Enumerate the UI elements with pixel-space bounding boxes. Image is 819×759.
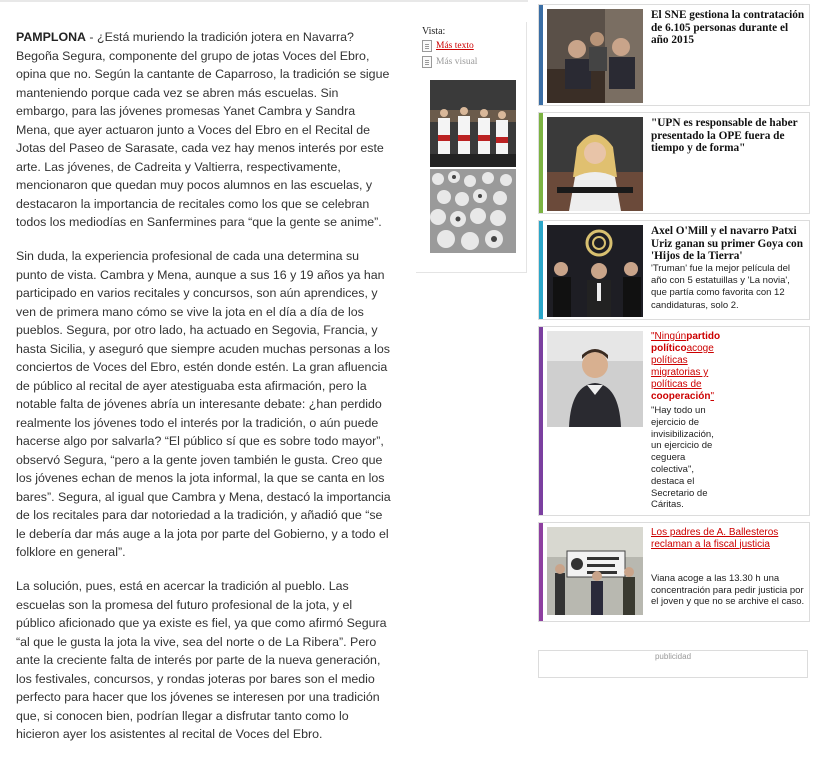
view-option-visual[interactable]: Más visual [422,56,477,68]
article-paragraph: La solución, pues, está en acercar la tradición al pueblo. Las escuelas son la promesa del futuro profesional de la jota, y el público aficionado que ya existe es fiel, ya que como afirmó Segura “al que le gusta la jota la vive, sea del norte o de La Ribera”. Pero ante la creciente falta de interés por parte de la nueva generación, los festivales, concursos, y rondas joteras por bares son el medio perfecto para hacer que los jóvenes se interesen por una tradición que, si conocen bien, podrían llegar a disfrutar tanto como lo hicieron ayer los asistentes al recital de Voces del Ebro. [16,579,387,741]
news-card[interactable] [538,112,810,214]
card-accent [539,327,543,515]
news-summary: 'Truman' fue la mejor película del año con 5 estatuillas y 'La novia', que partía como favorita con 12 candidaturas, solo 2. [651,263,790,311]
article-paragraph: PAMPLONA - ¿Está muriendo la tradición jotera en Navarra? Begoña Segura, componente del grupo de jotas Voces del Ebro, opina que no. Según la cantante de Caparroso, la tradición se sigue manteniendo porque cada vez se abren más escuelas. Sin embargo, para las jóvenes promesas Yanet Cambra y Sandra Mena, que ayer actuaron junto a Voces del Ebro en el Recital de Jotas del Paseo de Sarasate, cada vez hay menos interés por este arte. Las jóvenes, de Cadreita y Valtierra, respectivamente, mencionaron que quedan muy pocos alumnos en las escuelas, y destacaron la importancia de recitales como los que se celebran todos los mediodías en Sanfermines para “que la gente se anime”. [16,30,390,229]
news-headline[interactable]: "UPN es responsable de haber presentado la OPE fuera de tiempo y de forma" [651,117,798,154]
news-thumbnail[interactable] [547,331,643,427]
news-thumbnail[interactable] [547,527,643,615]
news-headline[interactable]: El SNE gestiona la contratación de 6.105 personas durante el año 2015 [651,9,805,46]
card-accent [539,113,543,213]
top-divider [0,0,528,2]
ad-label: publicidad [654,652,692,661]
news-headline[interactable]: Axel O'Mill y el navarro Patxi Uriz ganan su primer Goya con 'Hijos de la Tierra' [651,225,803,262]
article-photo-singers[interactable] [430,80,516,167]
news-headline[interactable]: "Ningúnpartido políticoacoge políticas migratorias y políticas de cooperación" [651,331,721,402]
news-thumbnail[interactable] [547,225,643,317]
news-card[interactable] [538,326,810,516]
document-icon [422,40,432,52]
ad-slot[interactable] [538,650,808,678]
news-thumbnail[interactable] [547,117,643,211]
news-thumbnail[interactable] [547,9,643,103]
card-accent [539,221,543,319]
news-card[interactable] [538,522,810,622]
news-card[interactable] [538,220,810,320]
news-card[interactable] [538,4,810,106]
article-body [16,28,392,759]
card-accent [539,523,543,621]
article-paragraph: Sin duda, la experiencia profesional de cada una determina su punto de vista. Cambra y Mena, aunque a sus 16 y 19 años ya han participado en varios recitales y concursos, son aún aprendices, y ven de primera mano cómo se vive la jota en el día a día de los pueblos. Segura, por otro lado, ha actuado en Segovia, Francia, y hasta Sicilia, y aseguró que siempre acuden muchas personas a los conciertos de Voces del Ebro, estén donde estén. La gran afluencia de público al recital de ayer atestiguaba esta afirmación, pero la notable falta de jóvenes abría un interesante debate: ¿han perdido realmente los jóvenes todo el interés por la tradición, o aún puede hacerse algo por salvarla? “El público sí que es sobre todo mayor”, observó Segura, “pero a la gente joven también le gusta. Creo que los jóvenes echan de menos la jota informal, la que se canta en los bares”. Segura, al igual que Cambra y Mena, destacó la importancia de los recitales para dar notoriedad a la tradición, y añadió que “se le debería dar más auge a la jota por parte del Gobierno, y a todo el folklore en general”. [16,249,391,559]
news-summary: "Hay todo un ejercicio de invisibilización, un ejercicio de ceguera colectiva", destaca el Secretario de Cáritas. [651,405,714,511]
document-icon [422,56,432,68]
news-summary: Viana acoge a las 13.30 h una concentración para pedir justicia por el joven y que no se archive el caso. [651,573,805,607]
article-location: PAMPLONA [16,30,86,44]
view-option-text[interactable]: Más texto [422,40,474,52]
news-headline[interactable]: Los padres de A. Ballesteros reclaman a la fiscal justicia [651,527,779,550]
article-photo-audience[interactable] [430,169,516,253]
card-accent [539,5,543,105]
view-label: Vista: [422,26,446,37]
